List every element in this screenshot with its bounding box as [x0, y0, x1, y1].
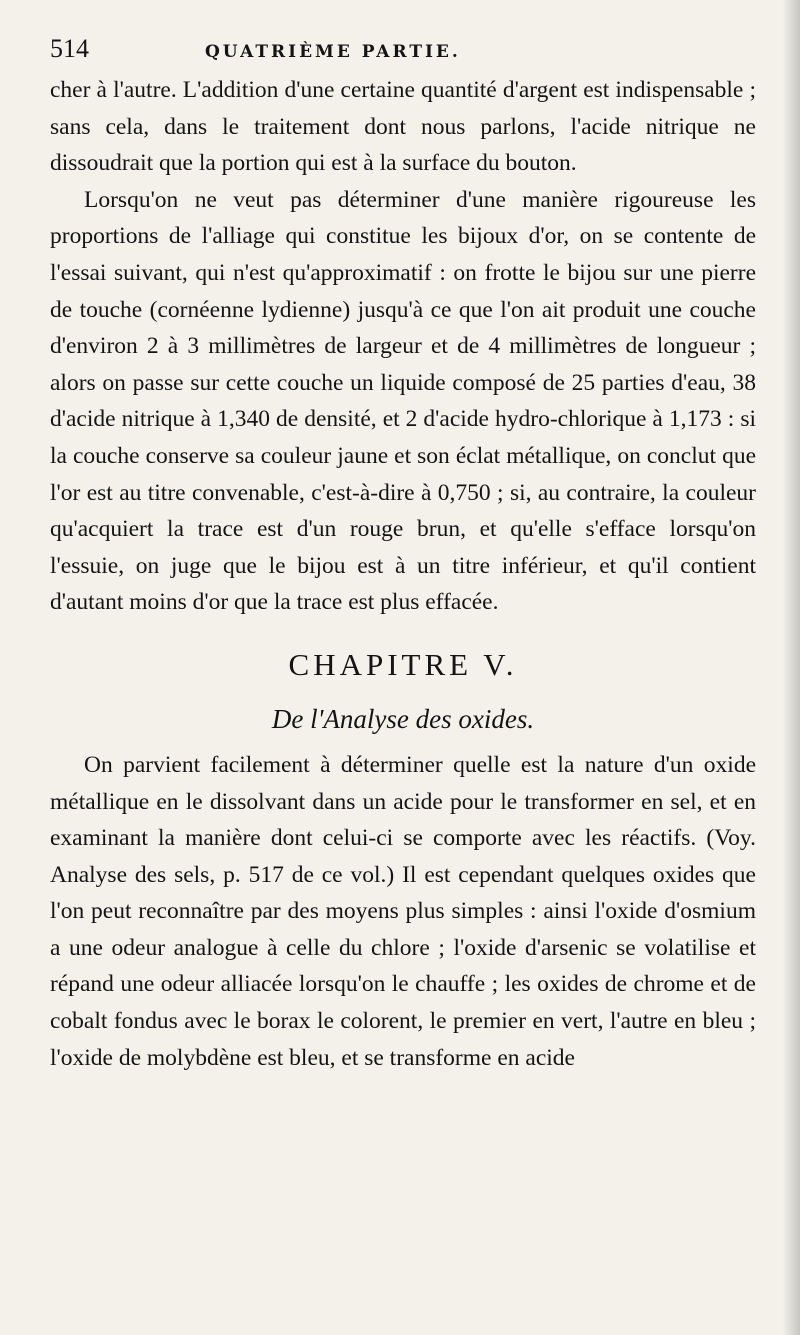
running-head: QUATRIÈME PARTIE.	[205, 42, 461, 62]
page-edge-shadow	[782, 0, 800, 1335]
paragraph-continuation: cher à l'autre. L'addition d'une certaine quantité d'argent est indispensable ; sans cela, dans le traitement dont nous parlons, l'acide nitrique ne dissoudrait que la portion qui est à la surface du bouton.	[50, 77, 756, 177]
body-text	[50, 72, 756, 621]
body-text-oxides	[50, 747, 756, 1076]
chapter-heading: CHAPITRE V.	[288, 646, 518, 682]
paragraph-oxides: On parvient facilement à déterminer quelle est la nature d'un oxide métallique en le dissolvant dans un acide pour le transformer en sel, et en examinant la manière dont celui-ci se comporte avec les réactifs. (Voy. Analyse des sels, p. 517 de ce vol.) Il est cependant quelques oxides que l'on peut reconnaître par des moyens plus simples : ainsi l'oxide d'osmium a une odeur analogue à celle du chlore ; l'oxide d'arsenic se volatilise et répand une odeur alliacée lorsqu'on le chauffe ; les oxides de chrome et de cobalt fondus avec le borax le colorent, le premier en vert, l'autre en bleu ; l'oxide de molybdène est bleu, et se transforme en acide	[50, 751, 756, 1071]
paragraph-gold-assay: Lorsqu'on ne veut pas déterminer d'une manière rigoureuse les proportions de l'alliage qui constitue les bijoux d'or, on se contente de l'essai suivant, qui n'est qu'approximatif : on frotte le bijou sur une pierre de touche (cornéenne lydienne) jusqu'à ce que l'on ait produit une couche d'environ 2 à 3 millimètres de largeur et de 4 millimètres de longueur ; alors on passe sur cette couche un liquide composé de 25 parties d'eau, 38 d'acide nitrique à 1,340 de densité, et 2 d'acide hydro-chlorique à 1,173 : si la couche conserve sa couleur jaune et son éclat métallique, on conclut que l'or est au titre convenable, c'est-à-dire à 0,750 ; si, au contraire, la couleur qu'acquiert la trace est d'un rouge brun, et qu'elle s'efface lorsqu'on l'essuie, on juge que le bijou est à un titre inférieur, et qu'il contient d'autant moins d'or que la trace est plus effacée.	[50, 186, 756, 616]
page-number: 514	[50, 34, 89, 63]
page-header	[50, 34, 756, 72]
chapter-title: De l'Analyse des oxides.	[271, 703, 535, 734]
